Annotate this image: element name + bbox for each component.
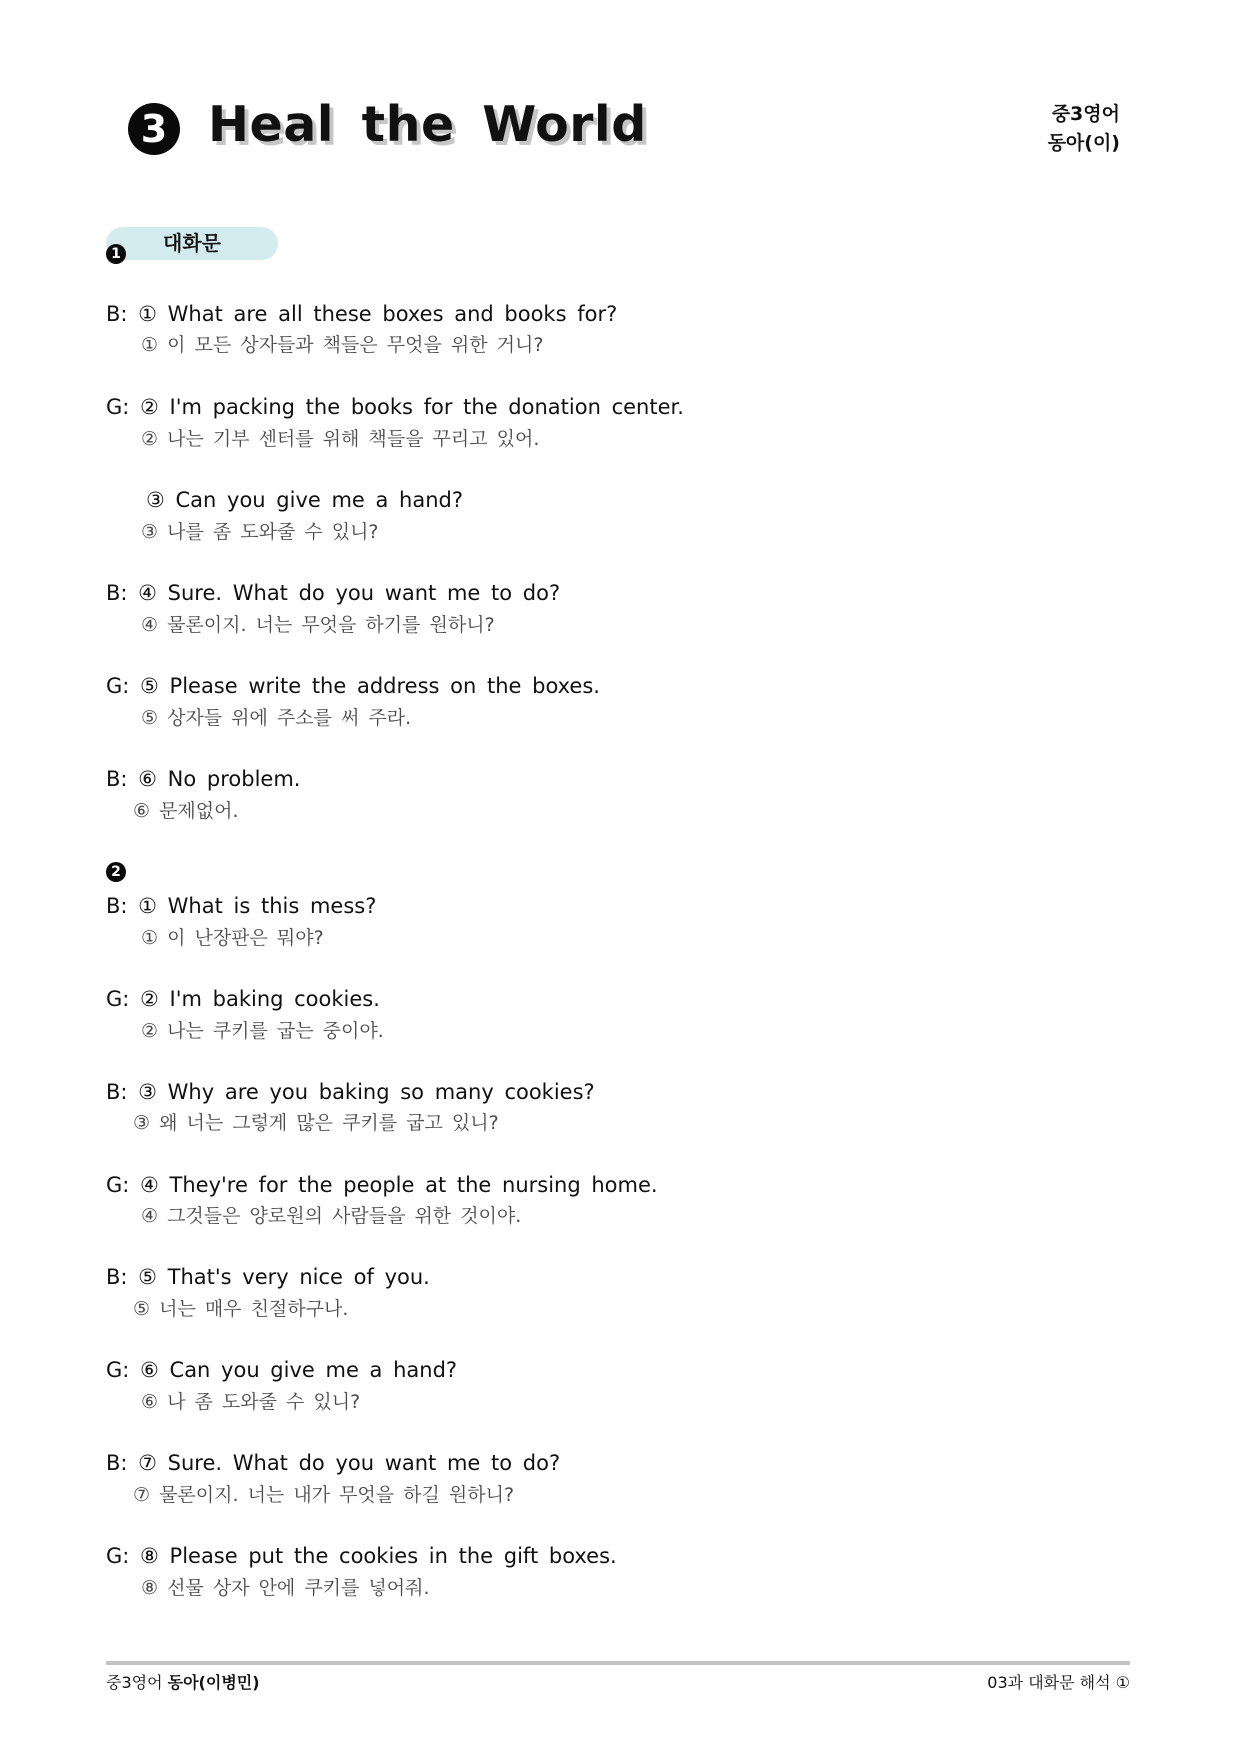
- footer-course-subject: 중3영어: [106, 1673, 168, 1692]
- footer-course-publisher: 동아(이병민): [167, 1673, 260, 1692]
- dialogue-1-line-2-ko: ② 나는 기부 센터를 위해 책들을 꾸리고 있어.: [141, 428, 540, 450]
- lesson-number-badge: 3: [128, 103, 180, 155]
- dialogue-1-line-6-en: B: ⑥ No problem.: [106, 767, 301, 791]
- dialogue-2-line-4-en: G: ④ They're for the people at the nursing home.: [106, 1173, 658, 1197]
- course-grade: 중3영어: [1051, 103, 1120, 125]
- page-title: Heal the World: [208, 96, 647, 153]
- dialogue-2-line-1-en: B: ① What is this mess?: [106, 894, 377, 918]
- dialogue-1-line-1-ko: ① 이 모든 상자들과 책들은 무엇을 위한 거니?: [141, 334, 544, 356]
- dialogue-2-line-1-ko: ① 이 난장판은 뭐야?: [141, 927, 324, 949]
- dialogue-1-line-5-en: G: ⑤ Please write the address on the boxes.: [106, 674, 600, 698]
- dialogue-2-line-3-en: B: ③ Why are you baking so many cookies?: [106, 1080, 595, 1104]
- dialogue-2-line-5-en: B: ⑤ That's very nice of you.: [106, 1265, 430, 1289]
- dialogue-1-line-3-en: ③ Can you give me a hand?: [146, 488, 464, 512]
- dialogue-1-line-4-en: B: ④ Sure. What do you want me to do?: [106, 581, 561, 605]
- footer-page-label: 03과 대화문 해석 ①: [987, 1673, 1130, 1692]
- dialogue-1-line-3-ko: ③ 나를 좀 도와줄 수 있니?: [141, 521, 379, 543]
- dialogue-2-line-8-en: G: ⑧ Please put the cookies in the gift boxes.: [106, 1544, 617, 1568]
- dialogue-2-line-4-ko: ④ 그것들은 양로원의 사람들을 위한 것이야.: [141, 1205, 522, 1227]
- dialogue-1-number: 1: [106, 244, 126, 264]
- dialogue-1-line-5-ko: ⑤ 상자들 위에 주소를 써 주라.: [141, 707, 412, 729]
- dialogue-2-line-6-ko: ⑥ 나 좀 도와줄 수 있니?: [141, 1391, 361, 1413]
- dialogue-1-line-4-ko: ④ 물론이지. 너는 무엇을 하기를 원하니?: [141, 614, 495, 636]
- dialogue-1-line-1-en: B: ① What are all these boxes and books for?: [106, 302, 618, 326]
- dialogue-2-line-8-ko: ⑧ 선물 상자 안에 쿠키를 넣어줘.: [141, 1577, 430, 1599]
- course-info: [1048, 100, 1120, 158]
- section-label: 대화문: [106, 227, 278, 260]
- dialogue-2-line-7-en: B: ⑦ Sure. What do you want me to do?: [106, 1451, 561, 1475]
- dialogue-2-line-6-en: G: ⑥ Can you give me a hand?: [106, 1358, 458, 1382]
- dialogue-1-line-6-ko: ⑥ 문제없어.: [133, 800, 239, 822]
- dialogue-2-line-7-ko: ⑦ 물론이지. 너는 내가 무엇을 하길 원하니?: [133, 1484, 515, 1506]
- dialogue-2-number: 2: [106, 862, 126, 882]
- dialogue-2-line-3-ko: ③ 왜 너는 그렇게 많은 쿠키를 굽고 있니?: [133, 1112, 499, 1134]
- footer-divider: [106, 1661, 1130, 1665]
- dialogue-2-line-2-ko: ② 나는 쿠키를 굽는 중이야.: [141, 1020, 384, 1042]
- dialogue-1-line-2-en: G: ② I'm packing the books for the donation center.: [106, 395, 684, 419]
- footer-course: [106, 1672, 260, 1694]
- dialogue-2-line-2-en: G: ② I'm baking cookies.: [106, 987, 380, 1011]
- course-publisher: 동아(이): [1047, 132, 1120, 154]
- dialogue-2-line-5-ko: ⑤ 너는 매우 친절하구나.: [133, 1298, 349, 1320]
